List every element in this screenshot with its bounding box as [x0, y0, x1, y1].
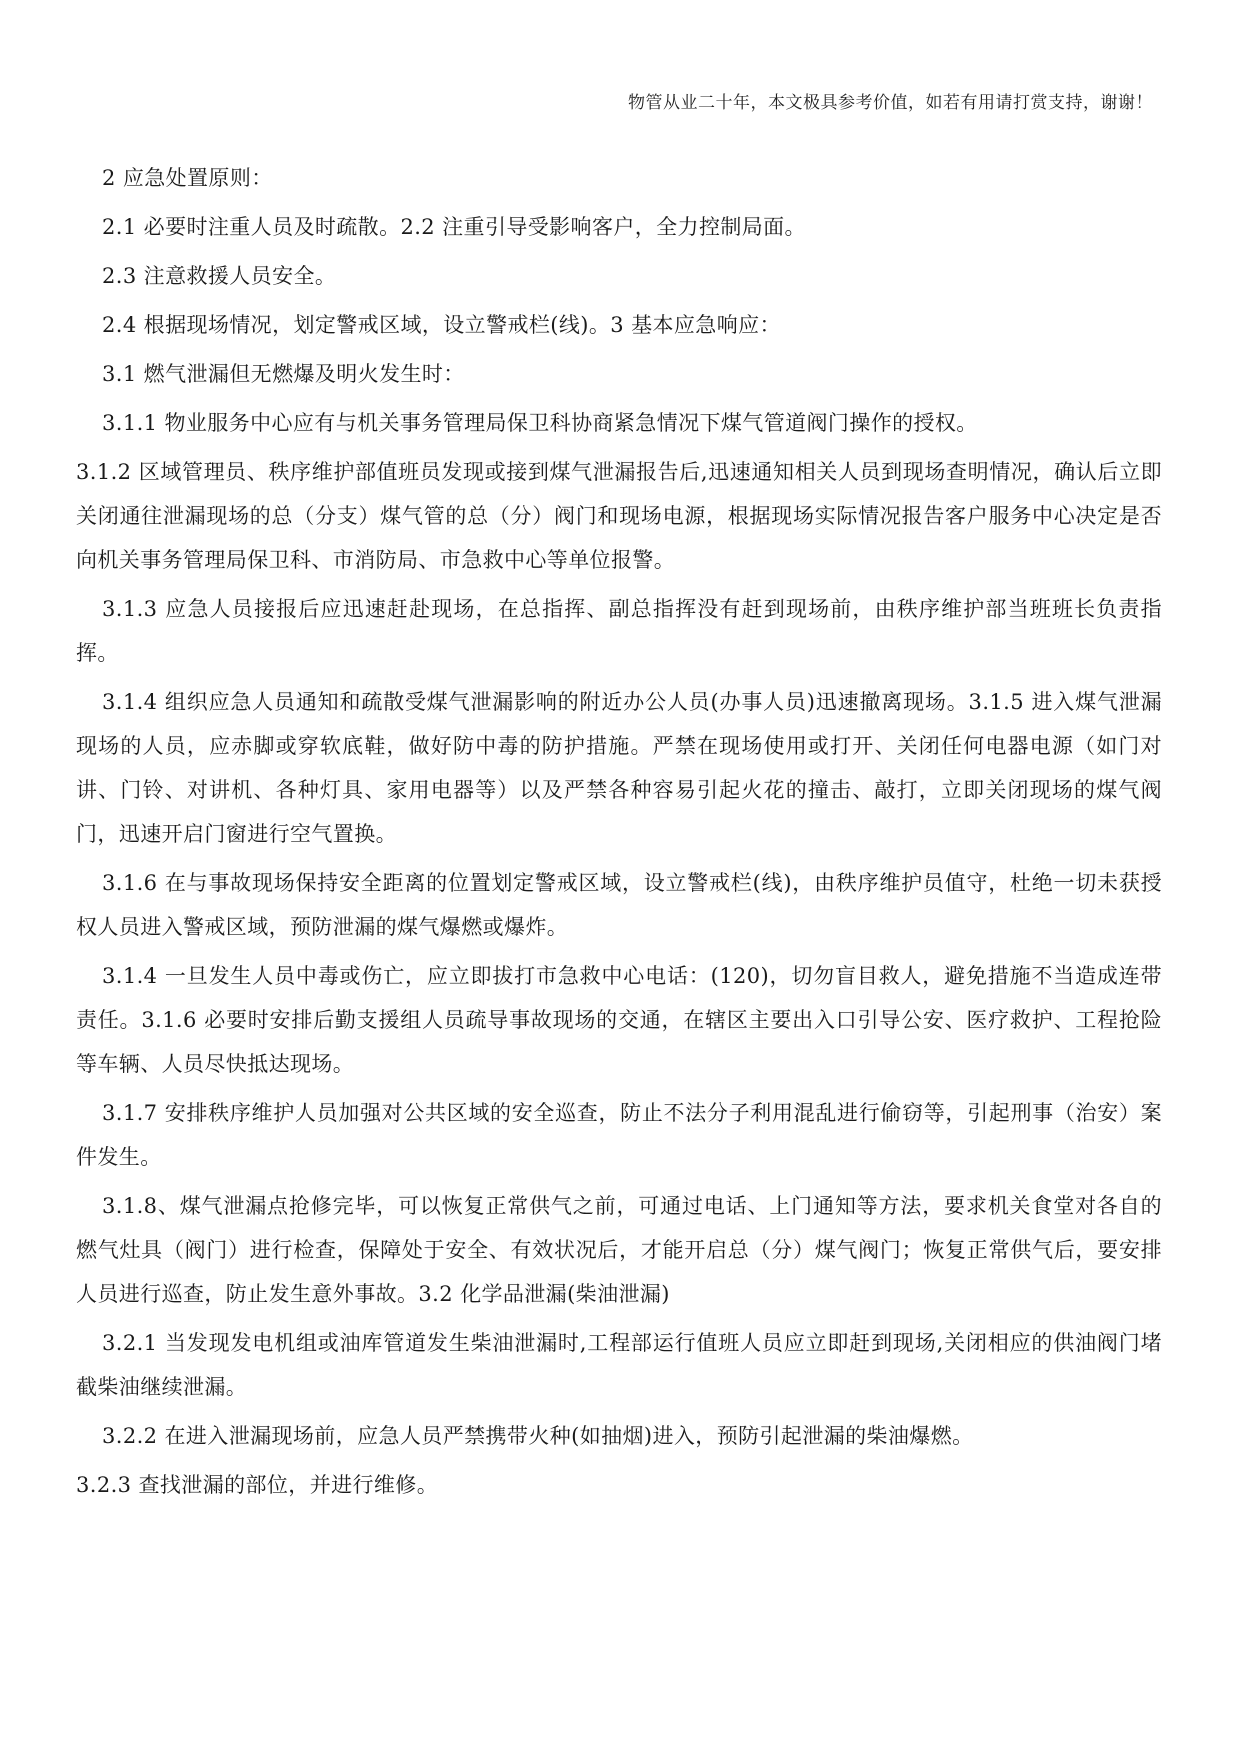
paragraph: 3.1.6 在与事故现场保持安全距离的位置划定警戒区域，设立警戒栏(线)，由秩序维护员值守，杜绝一切未获授权人员进入警戒区域，预防泄漏的煤气爆燃或爆炸。: [76, 871, 1162, 939]
paragraph: 3.1.2 区域管理员、秩序维护部值班员发现或接到煤气泄漏报告后,迅速通知相关人员到现场查明情况，确认后立即关闭通往泄漏现场的总（分支）煤气管的总（分）阀门和现场电源，根据现场实际情况报告客户服务中心决定是否向机关事务管理局保卫科、市消防局、市急救中心等单位报警。: [76, 460, 1162, 572]
paragraph: 3.2.3 查找泄漏的部位，并进行维修。: [76, 1473, 439, 1497]
paragraph: 3.2.2 在进入泄漏现场前，应急人员严禁携带火种(如抽烟)进入，预防引起泄漏的柴油爆燃。: [102, 1424, 974, 1448]
paragraph: 2 应急处置原则：: [102, 166, 273, 190]
paragraph: 3.1.1 物业服务中心应有与机关事务管理局保卫科协商紧急情况下煤气管道阀门操作的授权。: [102, 411, 978, 435]
paragraph: 3.1.8、煤气泄漏点抢修完毕，可以恢复正常供气之前，可通过电话、上门通知等方法，要求机关食堂对各自的燃气灶具（阀门）进行检查，保障处于安全、有效状况后，才能开启总（分）煤气阀门；恢复正常供气后，要安排人员进行巡查，防止发生意外事故。3.2 化学品泄漏(柴油泄漏): [76, 1194, 1162, 1306]
paragraph: 3.1.3 应急人员接报后应迅速赶赴现场，在总指挥、副总指挥没有赶到现场前，由秩序维护部当班班长负责指挥。: [76, 597, 1162, 665]
paragraph: 3.1 燃气泄漏但无燃爆及明火发生时：: [102, 362, 465, 386]
paragraph: 2.3 注意救援人员安全。: [102, 264, 337, 288]
paragraph: 3.1.4 一旦发生人员中毒或伤亡，应立即拔打市急救中心电话：(120)，切勿盲目救人，避免措施不当造成连带责任。3.1.6 必要时安排后勤支援组人员疏导事故现场的交通，在辖区主要出入口引导公安、医疗救护、工程抢险等车辆、人员尽快抵达现场。: [76, 964, 1162, 1076]
paragraph: 3.2.1 当发现发电机组或油库管道发生柴油泄漏时,工程部运行值班人员应立即赶到现场,关闭相应的供油阀门堵截柴油继续泄漏。: [76, 1331, 1162, 1399]
header-note: 物管从业二十年，本文极具参考价值，如若有用请打赏支持，谢谢！: [628, 93, 1153, 113]
paragraph: 2.1 必要时注重人员及时疏散。2.2 注重引导受影响客户，全力控制局面。: [102, 215, 806, 239]
paragraph: 3.1.4 组织应急人员通知和疏散受煤气泄漏影响的附近办公人员(办事人员)迅速撤离现场。3.1.5 进入煤气泄漏现场的人员，应赤脚或穿软底鞋，做好防中毒的防护措施。严禁在现场使用或打开、关闭任何电器电源（如门对讲、门铃、对讲机、各种灯具、家用电器等）以及严禁各种容易引起火花的撞击、敲打，立即关闭现场的煤气阀门，迅速开启门窗进行空气置换。: [76, 690, 1162, 846]
document-body: [76, 156, 1162, 1512]
paragraph: 2.4 根据现场情况，划定警戒区域，设立警戒栏(线)。3 基本应急响应：: [102, 313, 781, 337]
paragraph: 3.1.7 安排秩序维护人员加强对公共区域的安全巡查，防止不法分子利用混乱进行偷窃等，引起刑事（治安）案件发生。: [76, 1101, 1162, 1169]
